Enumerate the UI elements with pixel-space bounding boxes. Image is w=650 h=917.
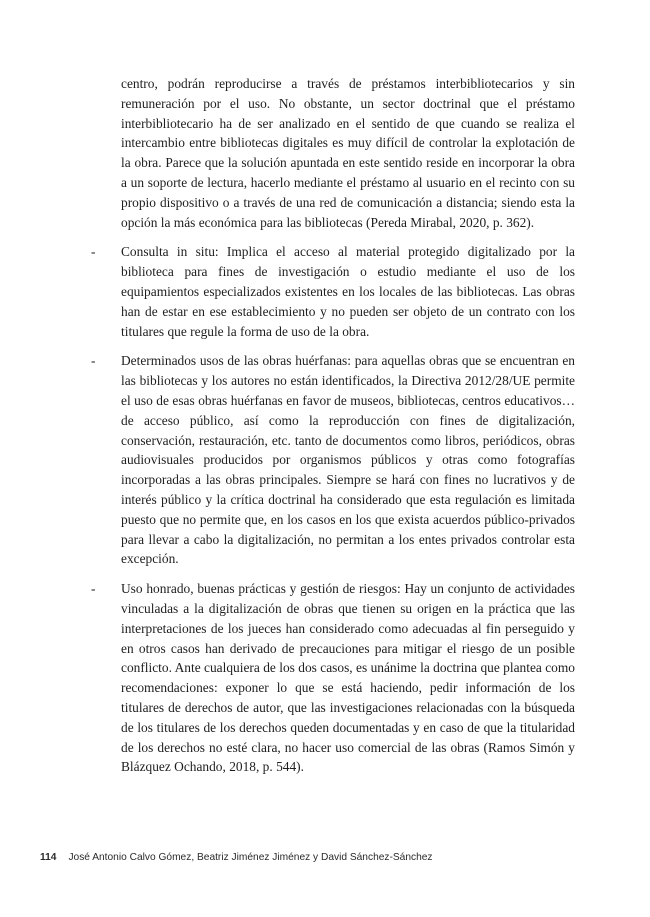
footer-authors: José Antonio Calvo Gómez, Beatriz Jiménez Jiménez y David Sánchez-Sánchez (68, 852, 433, 863)
continuation-paragraph: centro, podrán reproducirse a través de préstamos interbibliotecarios y sin remuneración por el uso. No obstante, un sector doctrinal que el préstamo interbibliotecario ha de ser analizado en el sentido de que cuando se realiza el intercambio entre bibliotecas digitales es muy difícil de controlar la explotación de la obra. Parece que la solución apuntada en este sentido reside en incorporar la obra a un soporte de lectura, hacerlo mediante el préstamo al usuario en el recinto con su propio dispositivo o a través de una red de comunicación a distancia; siendo esta la opción la más económica para las bibliotecas (Pereda Mirabal, 2020, p. 362). (121, 76, 575, 230)
list-item (91, 579, 575, 777)
list-item (91, 242, 575, 341)
list-item (91, 351, 575, 569)
page-number: 114 (40, 852, 57, 863)
list-item-text: Uso honrado, buenas prácticas y gestión de riesgos: Hay un conjunto de actividades vinculadas a la digitalización de obras que tienen su origen en la práctica que las interpretaciones de los jueces han considerado como adecuadas al fin perseguido y en otros casos han derivado de precauciones para mitigar el riesgo de un posible conflicto. Ante cualquiera de los dos casos, es unánime la doctrina que plantea como recomendaciones: exponer lo que se está haciendo, pedir información de los titulares de derechos de autor, que las investigaciones relacionadas con la búsqueda de los titulares de los derechos queden documentadas y en caso de que la titularidad de los derechos no esté clara, no hacer uso comercial de las obras (Ramos Simón y Blázquez Ochando, 2018, p. 544). (121, 581, 575, 775)
page-footer (40, 852, 433, 863)
list-item-text: Determinados usos de las obras huérfanas: para aquellas obras que se encuentran en las bibliotecas y los autores no están identificados, la Directiva 2012/28/UE permite el uso de esas obras huérfanas en favor de museos, bibliotecas, centros educativos… de acceso público, así como la reproducción con fines de digitalización, conservación, restauración, etc. tanto de documentos como libros, periódicos, obras audiovisuales producidos por organismos públicos y otras como fotografías incorporadas a las obras principales. Siempre se hará con fines no lucrativos y de interés público y la crítica doctrinal ha considerado que esta regulación es limitada puesto que no permite que, en los casos en los que exista acuerdos público-privados para llevar a cabo la digitalización, no permitan a los entes privados controlar esta excepción. (121, 353, 575, 567)
list-bullet: - (91, 353, 96, 369)
list-bullet: - (91, 244, 96, 260)
list-item-text: Consulta in situ: Implica el acceso al material protegido digitalizado por la biblioteca para fines de investigación o estudio mediante el uso de los equipamientos especializados existentes en los locales de las bibliotecas. Las obras han de estar en ese establecimiento y no pueden ser objeto de un contrato con los titulares que regule la forma de uso de la obra. (121, 244, 575, 339)
page-body (91, 74, 575, 777)
list-bullet: - (91, 581, 96, 597)
